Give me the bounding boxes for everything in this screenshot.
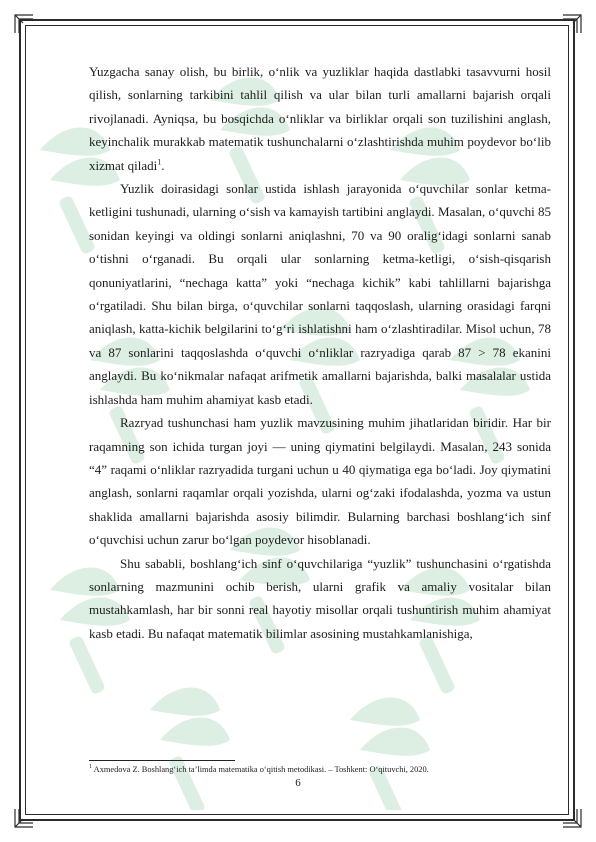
paragraph-4: Shu sababli, boshlang‘ich sinf o‘quvchilariga “yuzlik” tushunchasini o‘rgatishda sonlarning mazmunini ochib berish, ularni grafik va amaliy vositalar bilan mustahkamlash, har bir sonni real hayotiy misollar orqali tushuntirish muhim ahamiyat kasb etadi. Bu nafaqat matematik bilimlar asosining mustahkamlanishiga, xyxy=(89,555,551,641)
footnote-reference[interactable]: 1 xyxy=(157,157,162,167)
corner-ornament-icon xyxy=(13,13,35,35)
corner-ornament-icon xyxy=(13,807,35,829)
footnote-divider xyxy=(89,760,235,761)
footnote-text: Axmedova Z. Boshlang‘ich ta’limda matematika o‘qitish metodikasi. – Toshkent: O‘qituvchi, 2020. xyxy=(93,765,429,774)
main-text xyxy=(89,60,551,645)
paragraph-1: Yuzgacha sanay olish, bu birlik, o‘nlik va yuzliklar haqida dastlabki tasavvurni hosil qilish, sonlarning tarkibini tahlil qilish va ular bilan turli amallarni bajarish orqali rivojlanadi. Ayniqsa, bu bosqichda o‘nliklar va birliklar orqali son tuzilishini anglash, keyinchalik murakkab matematik tushunchalarni o‘zlashtirishda muhim poydevor bo‘lib xizmat qiladi$^1$. xyxy=(89,64,551,173)
paragraph-2: Yuzlik doirasidagi sonlar ustida ishlash jarayonida o‘quvchilar sonlar ketma-ketligini tushunadi, ularning o‘sish va kamayish tartibini anglaydi. Masalan, o‘quvchi 85 sonidan keyingi va oldingi sonlarni aniqlashni, 70 va 90 oralig‘idagi sonlarni sanab o‘tishni o‘rganadi. Bu orqali ular sonlarning ketma-ketligi, o‘sish-qisqarish qonuniyatlarini, “nechaga katta” yoki “nechaga kichik” kabi tahlillarni bajarishga o‘rgatiladi. Shu bilan birga, o‘quvchilar sonlarni taqqoslash, ularning orasidagi farqni aniqlash, katta-kichik belgilarini to‘g‘ri ishlatishni ham o‘zlashtiradilar. Misol uchun, 78 va 87 sonlarini taqqoslashda o‘quvchi o‘nliklar razryadiga qarab 87 > 78 ekanini anglaydi. Bu ko‘nikmalar nafaqat arifmetik amallarni bajarishda, balki masalalar ustida ishlashda ham muhim ahamiyat kasb etadi. xyxy=(89,181,551,407)
page-number: 6 xyxy=(295,777,301,789)
paragraph-1-text: Yuzgacha sanay olish, bu birlik, o‘nlik va yuzliklar haqida dastlabki tasavvurni hosil qilish, sonlarning tarkibini tahlil qilish va ular bilan turli amallarni bajarish orqali rivojlanadi. Ayniqsa, bu bosqichda o‘nliklar va birliklar orqali son tuzilishini anglash, keyinchalik murakkab matematik tushunchalarni o‘zlashtirishda muhim poydevor bo‘lib xizmat qiladi xyxy=(89,64,551,173)
footnote xyxy=(89,764,559,775)
corner-ornament-icon xyxy=(561,807,583,829)
footnote-number: 1 xyxy=(89,764,92,771)
corner-ornament-icon xyxy=(561,13,583,35)
paragraph-3: Razryad tushunchasi ham yuzlik mavzusining muhim jihatlaridan biridir. Har bir raqamning son ichida turgan joyi — uning qiymatini belgilaydi. Masalan, 243 sonida “4” raqami o‘nliklar razryadida turgani uchun u 40 qiymatiga ega bo‘ladi. Joy qiymatini anglash, sonlarni raqamlar orqali yozishda, ularni og‘zaki ifodalashda, yozma va ustun shaklida amallarni bajarishda asosiy bilimdir. Bularning barchasi boshlang‘ich sinf o‘quvchisi uchun zarur bo‘lgan poydevor hisoblanadi. xyxy=(89,415,551,548)
